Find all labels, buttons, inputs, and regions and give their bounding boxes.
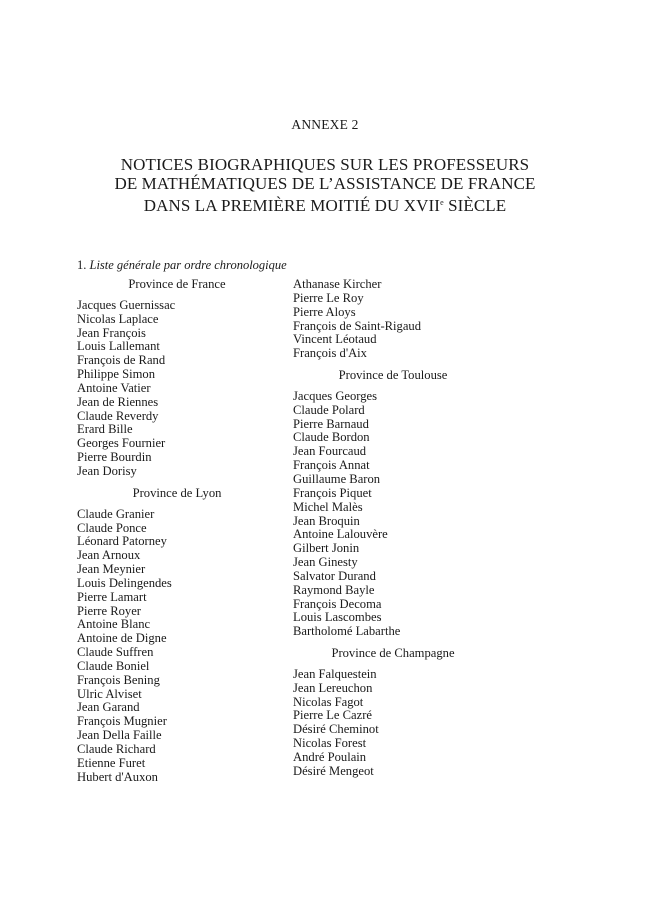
title-line-3: [0, 193, 650, 215]
member-name: Jean Ginesty: [293, 555, 358, 570]
province-list-toulouse: [293, 390, 513, 639]
member-name: Léonard Patorney: [77, 534, 167, 549]
member-name: Guillaume Baron: [293, 471, 381, 486]
member-name: Jean Meynier: [77, 562, 146, 577]
member-name: Jean Broquin: [293, 513, 360, 528]
section-number: 1.: [77, 258, 87, 272]
member-name: François Decoma: [293, 596, 382, 611]
member-name: Jacques Georges: [293, 388, 378, 403]
member-name: Jean François: [77, 325, 146, 340]
member-name: Raymond Bayle: [293, 582, 375, 597]
section-heading: [77, 258, 287, 273]
member-name: Philippe Simon: [77, 367, 156, 382]
member-name: Louis Delingendes: [77, 575, 172, 590]
member-name: Jean Fourcaud: [293, 444, 367, 459]
right-column: [293, 278, 513, 779]
title-line-3-text: DANS LA PREMIÈRE MOITIÉ DU XVII: [143, 196, 441, 215]
member-name: Hubert d'Auxon: [77, 769, 158, 784]
member-name: Jean Garand: [77, 700, 140, 715]
member-name: François d'Aix: [293, 346, 367, 361]
member-name: Claude Ponce: [77, 520, 147, 535]
member-name: Antoine Lalouvère: [293, 527, 388, 542]
title-line-3-end: SIÈCLE: [443, 196, 507, 215]
member-name: Louis Lallemant: [77, 339, 160, 354]
member-name: Michel Malès: [293, 499, 363, 514]
province-heading-champagne: Province de Champagne: [331, 646, 455, 661]
province-list-lyon: [77, 508, 277, 785]
member-name: Claude Boniel: [77, 658, 150, 673]
member-name: Nicolas Forest: [293, 736, 367, 751]
member-name: Claude Reverdy: [77, 408, 159, 423]
member-name: Claude Granier: [77, 506, 155, 521]
member-name: Claude Richard: [77, 742, 156, 756]
left-column: [77, 278, 277, 785]
member-name: Erard Bille: [77, 422, 133, 437]
annexe-heading: ANNEXE 2: [291, 117, 359, 132]
member-name: Athanase Kircher: [293, 277, 382, 291]
member-name: François Mugnier: [77, 714, 167, 729]
member-name: Etienne Furet: [77, 755, 146, 770]
member-name: Jean Della Faille: [77, 728, 162, 743]
member-name: Ulric Alviset: [77, 686, 142, 701]
province-list-champagne: [293, 668, 513, 779]
member-name: Bartholomé Labarthe: [293, 624, 401, 639]
member-name: François de Rand: [77, 353, 166, 368]
member-name: François Piquet: [293, 485, 372, 500]
member-name: Salvator Durand: [293, 568, 376, 583]
province-heading-france: Province de France: [128, 277, 226, 291]
member-name: Claude Polard: [293, 402, 365, 417]
member-name: Antoine Blanc: [77, 617, 151, 632]
member-name: Désiré Mengeot: [293, 763, 374, 778]
member-name: Georges Fournier: [77, 436, 166, 451]
title-line-1: NOTICES BIOGRAPHIQUES SUR LES PROFESSEURS: [120, 155, 530, 174]
member-name: Gilbert Jonin: [293, 541, 360, 556]
member-name: François Bening: [77, 672, 160, 687]
section-label: Liste générale par ordre chronologique: [89, 258, 287, 272]
century-superscript: e: [440, 198, 444, 207]
member-name: Vincent Léotaud: [293, 332, 377, 347]
province-heading-toulouse: Province de Toulouse: [338, 368, 448, 383]
member-name: Claude Bordon: [293, 430, 370, 445]
member-name: Jean Dorisy: [77, 463, 137, 478]
member-name: André Poulain: [293, 750, 367, 764]
member-name: Pierre Le Roy: [293, 290, 364, 305]
province-list-france: [77, 299, 277, 479]
member-name: Nicolas Fagot: [293, 694, 364, 709]
member-name: Pierre Bourdin: [77, 450, 152, 465]
member-name: Jean Arnoux: [77, 548, 141, 563]
member-name: Désiré Cheminot: [293, 722, 379, 737]
member-name: Nicolas Laplace: [77, 311, 159, 326]
member-name: Jacques Guernissac: [77, 297, 176, 312]
title-line-2: DE MATHÉMATIQUES DE L’ASSISTANCE DE FRANCE: [114, 174, 536, 193]
member-name: Pierre Le Cazré: [293, 708, 373, 723]
member-name: Antoine Vatier: [77, 380, 151, 395]
page-title: [0, 155, 650, 215]
member-name: François de Saint-Rigaud: [293, 318, 422, 333]
member-name: Jean Falquestein: [293, 666, 377, 681]
member-name: Jean de Riennes: [77, 394, 159, 409]
member-name: Pierre Royer: [77, 603, 141, 618]
province-list-lyon-continued: [293, 278, 513, 361]
member-name: Pierre Barnaud: [293, 416, 369, 431]
member-name: François Annat: [293, 458, 370, 473]
member-name: Pierre Lamart: [77, 589, 147, 604]
member-name: Jean Lereuchon: [293, 680, 373, 695]
member-name: Claude Suffren: [77, 645, 154, 660]
province-heading-lyon: Province de Lyon: [132, 485, 222, 500]
member-name: Pierre Aloys: [293, 304, 356, 319]
member-name: Louis Lascombes: [293, 610, 382, 625]
member-name: Antoine de Digne: [77, 631, 167, 646]
